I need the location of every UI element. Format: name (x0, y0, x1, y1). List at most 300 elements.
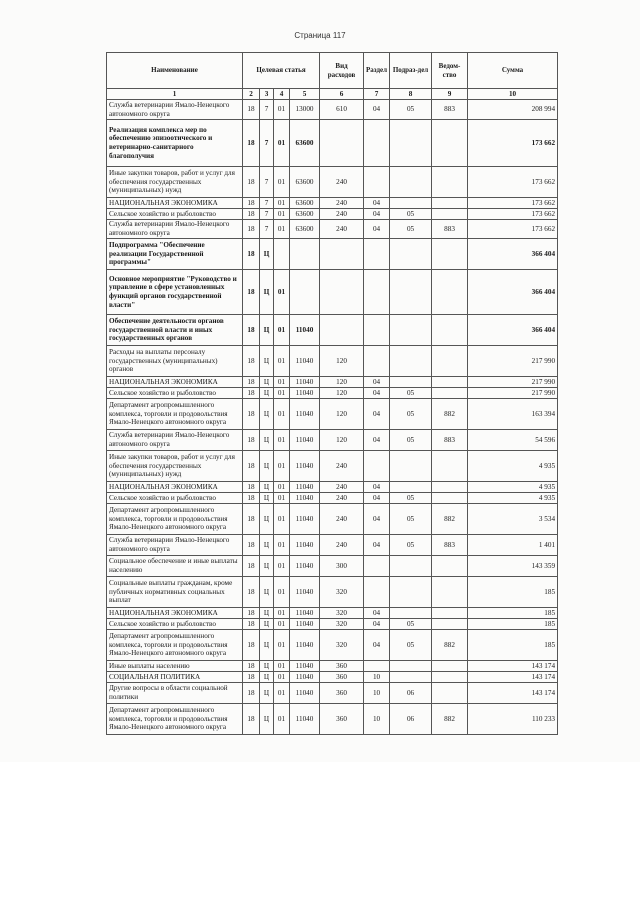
cell-subprogram: Ц (260, 577, 274, 608)
cell-program: 18 (243, 315, 260, 346)
cell-direction: 11040 (290, 630, 320, 661)
cell-section (364, 556, 390, 577)
cell-subsection (390, 608, 432, 619)
cell-program: 18 (243, 430, 260, 451)
cell-direction: 63600 (290, 209, 320, 220)
cell-expense-type: 240 (320, 167, 364, 198)
cell-event: 01 (274, 430, 290, 451)
cell-program: 18 (243, 672, 260, 683)
cell-program: 18 (243, 482, 260, 493)
cell-subsection: 05 (390, 100, 432, 120)
table-row (107, 672, 558, 683)
table-row (107, 556, 558, 577)
cell-expense-type: 360 (320, 672, 364, 683)
cell-direction: 11040 (290, 388, 320, 399)
cell-event: 01 (274, 619, 290, 630)
cell-subprogram: Ц (260, 315, 274, 346)
cell-section (364, 167, 390, 198)
cell-direction: 11040 (290, 608, 320, 619)
cell-department (432, 683, 468, 704)
cell-subprogram: Ц (260, 661, 274, 672)
table-row (107, 315, 558, 346)
cell-subprogram: Ц (260, 430, 274, 451)
table-row (107, 482, 558, 493)
cell-department (432, 315, 468, 346)
cell-direction: 11040 (290, 704, 320, 735)
column-number: 8 (390, 89, 432, 100)
table-row (107, 493, 558, 504)
cell-program: 18 (243, 100, 260, 120)
cell-subprogram: Ц (260, 704, 274, 735)
cell-direction: 63600 (290, 167, 320, 198)
cell-subprogram: Ц (260, 608, 274, 619)
cell-subprogram: Ц (260, 619, 274, 630)
cell-subprogram: 7 (260, 198, 274, 209)
cell-department: 883 (432, 430, 468, 451)
cell-program: 18 (243, 220, 260, 239)
cell-sum: 217 990 (468, 346, 558, 377)
cell-name: СОЦИАЛЬНАЯ ПОЛИТИКА (107, 672, 243, 683)
cell-name: НАЦИОНАЛЬНАЯ ЭКОНОМИКА (107, 482, 243, 493)
cell-subsection (390, 315, 432, 346)
cell-sum: 143 174 (468, 661, 558, 672)
table-row (107, 535, 558, 556)
cell-name: Иные закупки товаров, работ и услуг для обеспечения государственных (муниципальных) нужд (107, 167, 243, 198)
table-row (107, 100, 558, 120)
cell-direction: 11040 (290, 451, 320, 482)
cell-sum: 143 174 (468, 683, 558, 704)
cell-subprogram: Ц (260, 388, 274, 399)
cell-expense-type: 240 (320, 220, 364, 239)
table-row (107, 430, 558, 451)
cell-subprogram: 7 (260, 220, 274, 239)
cell-subsection: 05 (390, 430, 432, 451)
cell-expense-type: 300 (320, 556, 364, 577)
table-row (107, 704, 558, 735)
cell-section (364, 239, 390, 270)
cell-sum: 185 (468, 630, 558, 661)
cell-event: 01 (274, 120, 290, 167)
table-row (107, 198, 558, 209)
cell-program: 18 (243, 198, 260, 209)
cell-section: 04 (364, 619, 390, 630)
cell-name: Департамент агропромышленного комплекса, торговли и продовольствия Ямало-Ненецкого автономного округа (107, 504, 243, 535)
cell-subsection (390, 556, 432, 577)
table-row (107, 504, 558, 535)
cell-sum: 366 404 (468, 270, 558, 315)
cell-event: 01 (274, 556, 290, 577)
cell-sum: 173 662 (468, 120, 558, 167)
cell-event: 01 (274, 377, 290, 388)
cell-direction: 11040 (290, 556, 320, 577)
cell-subprogram: Ц (260, 683, 274, 704)
cell-event: 01 (274, 220, 290, 239)
table-row (107, 683, 558, 704)
cell-section: 04 (364, 377, 390, 388)
cell-direction: 11040 (290, 346, 320, 377)
table-header-row (107, 53, 558, 89)
cell-expense-type: 610 (320, 100, 364, 120)
table-row (107, 388, 558, 399)
cell-event: 01 (274, 493, 290, 504)
header-name: Наименование (107, 53, 243, 89)
cell-subprogram: 7 (260, 120, 274, 167)
header-expense-type: Вид расходов (320, 53, 364, 89)
table-row (107, 209, 558, 220)
cell-name: Сельское хозяйство и рыболовство (107, 493, 243, 504)
cell-expense-type: 320 (320, 619, 364, 630)
table-row (107, 346, 558, 377)
table-body (107, 100, 558, 735)
cell-program: 18 (243, 493, 260, 504)
cell-event: 01 (274, 388, 290, 399)
table-row (107, 220, 558, 239)
cell-department (432, 209, 468, 220)
page-number-label: Страница 117 (294, 31, 346, 40)
column-number: 6 (320, 89, 364, 100)
cell-sum: 173 662 (468, 198, 558, 209)
cell-direction: 11040 (290, 577, 320, 608)
cell-event (274, 239, 290, 270)
cell-department: 882 (432, 704, 468, 735)
cell-direction: 13000 (290, 100, 320, 120)
cell-name: Служба ветеринарии Ямало-Ненецкого автономного округа (107, 535, 243, 556)
cell-section: 04 (364, 209, 390, 220)
cell-sum: 110 233 (468, 704, 558, 735)
cell-expense-type: 320 (320, 608, 364, 619)
cell-department (432, 120, 468, 167)
cell-expense-type: 240 (320, 504, 364, 535)
cell-event: 01 (274, 100, 290, 120)
cell-direction: 11040 (290, 683, 320, 704)
cell-department: 882 (432, 630, 468, 661)
cell-expense-type (320, 120, 364, 167)
cell-event: 01 (274, 672, 290, 683)
cell-program: 18 (243, 535, 260, 556)
cell-subsection: 05 (390, 619, 432, 630)
cell-department (432, 198, 468, 209)
cell-name: Социальное обеспечение и иные выплаты населению (107, 556, 243, 577)
cell-program: 18 (243, 377, 260, 388)
cell-program: 18 (243, 239, 260, 270)
cell-section: 04 (364, 482, 390, 493)
cell-subprogram: Ц (260, 630, 274, 661)
cell-department (432, 167, 468, 198)
cell-section: 04 (364, 220, 390, 239)
cell-subsection (390, 577, 432, 608)
cell-subprogram: Ц (260, 482, 274, 493)
cell-name: Служба ветеринарии Ямало-Ненецкого автономного округа (107, 220, 243, 239)
cell-department: 882 (432, 399, 468, 430)
cell-department (432, 661, 468, 672)
cell-subprogram: Ц (260, 270, 274, 315)
table-row (107, 630, 558, 661)
cell-subprogram: 7 (260, 209, 274, 220)
cell-sum: 185 (468, 608, 558, 619)
cell-event: 01 (274, 683, 290, 704)
cell-expense-type: 360 (320, 661, 364, 672)
cell-sum: 4 935 (468, 451, 558, 482)
cell-subsection (390, 451, 432, 482)
cell-section (364, 315, 390, 346)
cell-program: 18 (243, 209, 260, 220)
page-margin (0, 762, 640, 905)
budget-table (106, 52, 558, 735)
cell-department (432, 451, 468, 482)
cell-event: 01 (274, 482, 290, 493)
cell-event: 01 (274, 704, 290, 735)
cell-name: Реализация комплекса мер по обеспечению эпизоотического и ветеринарно-санитарного благополучия (107, 120, 243, 167)
cell-section: 04 (364, 399, 390, 430)
cell-section (364, 661, 390, 672)
cell-subsection: 05 (390, 220, 432, 239)
column-number: 9 (432, 89, 468, 100)
cell-expense-type (320, 315, 364, 346)
cell-expense-type (320, 239, 364, 270)
cell-sum: 173 662 (468, 167, 558, 198)
cell-sum: 185 (468, 577, 558, 608)
cell-department (432, 556, 468, 577)
cell-event: 01 (274, 608, 290, 619)
cell-expense-type: 320 (320, 577, 364, 608)
cell-program: 18 (243, 346, 260, 377)
cell-subprogram: Ц (260, 399, 274, 430)
cell-expense-type: 240 (320, 209, 364, 220)
cell-name: Сельское хозяйство и рыболовство (107, 209, 243, 220)
cell-department (432, 270, 468, 315)
header-sum: Сумма (468, 53, 558, 89)
cell-department: 883 (432, 220, 468, 239)
cell-department (432, 493, 468, 504)
cell-section: 04 (364, 630, 390, 661)
column-number: 1 (107, 89, 243, 100)
cell-section: 04 (364, 608, 390, 619)
cell-section: 04 (364, 100, 390, 120)
cell-event: 01 (274, 198, 290, 209)
cell-event: 01 (274, 451, 290, 482)
cell-section: 10 (364, 683, 390, 704)
cell-subsection (390, 482, 432, 493)
cell-name: Департамент агропромышленного комплекса, торговли и продовольствия Ямало-Ненецкого автономного округа (107, 399, 243, 430)
cell-program: 18 (243, 630, 260, 661)
cell-direction: 11040 (290, 661, 320, 672)
cell-direction: 11040 (290, 619, 320, 630)
cell-event: 01 (274, 577, 290, 608)
cell-direction: 11040 (290, 535, 320, 556)
table-row (107, 577, 558, 608)
cell-subsection: 06 (390, 683, 432, 704)
cell-department: 883 (432, 100, 468, 120)
cell-sum: 143 174 (468, 672, 558, 683)
cell-subprogram: 7 (260, 100, 274, 120)
cell-expense-type: 360 (320, 683, 364, 704)
cell-name: НАЦИОНАЛЬНАЯ ЭКОНОМИКА (107, 377, 243, 388)
table-row (107, 239, 558, 270)
cell-program: 18 (243, 661, 260, 672)
cell-name: Сельское хозяйство и рыболовство (107, 388, 243, 399)
column-number: 7 (364, 89, 390, 100)
cell-subprogram: 7 (260, 167, 274, 198)
cell-sum: 4 935 (468, 493, 558, 504)
cell-section: 10 (364, 672, 390, 683)
cell-department (432, 672, 468, 683)
cell-event: 01 (274, 167, 290, 198)
cell-section: 04 (364, 535, 390, 556)
cell-subprogram: Ц (260, 535, 274, 556)
cell-section (364, 577, 390, 608)
cell-subsection (390, 270, 432, 315)
cell-subprogram: Ц (260, 504, 274, 535)
cell-subprogram: Ц (260, 239, 274, 270)
cell-section (364, 451, 390, 482)
column-number: 3 (260, 89, 274, 100)
cell-program: 18 (243, 399, 260, 430)
cell-name: Сельское хозяйство и рыболовство (107, 619, 243, 630)
cell-program: 18 (243, 577, 260, 608)
cell-sum: 4 935 (468, 482, 558, 493)
cell-department (432, 577, 468, 608)
cell-sum: 208 994 (468, 100, 558, 120)
table-row (107, 270, 558, 315)
cell-sum: 185 (468, 619, 558, 630)
header-subsection: Подраз-дел (390, 53, 432, 89)
cell-expense-type: 320 (320, 630, 364, 661)
cell-expense-type: 120 (320, 346, 364, 377)
cell-direction: 11040 (290, 504, 320, 535)
cell-section: 04 (364, 198, 390, 209)
cell-direction: 63600 (290, 220, 320, 239)
column-number-row (107, 89, 558, 100)
cell-event: 01 (274, 630, 290, 661)
cell-subprogram: Ц (260, 493, 274, 504)
table-row (107, 608, 558, 619)
cell-section: 10 (364, 704, 390, 735)
cell-name: НАЦИОНАЛЬНАЯ ЭКОНОМИКА (107, 198, 243, 209)
cell-subsection: 05 (390, 388, 432, 399)
cell-expense-type: 120 (320, 388, 364, 399)
cell-name: Основное мероприятие "Руководство и управление в сфере установленных функций органов государственной власти" (107, 270, 243, 315)
cell-program: 18 (243, 451, 260, 482)
cell-subprogram: Ц (260, 556, 274, 577)
cell-subprogram: Ц (260, 451, 274, 482)
cell-name: Служба ветеринарии Ямало-Ненецкого автономного округа (107, 100, 243, 120)
cell-name: Расходы на выплаты персоналу государственных (муниципальных) органов (107, 346, 243, 377)
cell-subsection (390, 167, 432, 198)
cell-event: 01 (274, 315, 290, 346)
cell-name: Департамент агропромышленного комплекса, торговли и продовольствия Ямало-Ненецкого автономного округа (107, 630, 243, 661)
cell-subprogram: Ц (260, 346, 274, 377)
column-number: 10 (468, 89, 558, 100)
header-department: Ведом-ство (432, 53, 468, 89)
cell-name: Обеспечение деятельности органов государственной власти и иных государственных органов (107, 315, 243, 346)
cell-expense-type: 240 (320, 451, 364, 482)
cell-direction: 11040 (290, 482, 320, 493)
cell-subsection (390, 239, 432, 270)
cell-section (364, 270, 390, 315)
cell-program: 18 (243, 619, 260, 630)
cell-name: Подпрограмма "Обеспечение реализации Государственной программы" (107, 239, 243, 270)
cell-sum: 3 534 (468, 504, 558, 535)
cell-direction (290, 239, 320, 270)
cell-sum: 217 990 (468, 377, 558, 388)
cell-expense-type: 240 (320, 493, 364, 504)
cell-sum: 173 662 (468, 209, 558, 220)
cell-department (432, 482, 468, 493)
cell-subsection: 05 (390, 630, 432, 661)
cell-subsection: 05 (390, 399, 432, 430)
cell-expense-type: 360 (320, 704, 364, 735)
cell-department (432, 608, 468, 619)
cell-program: 18 (243, 704, 260, 735)
cell-name: Служба ветеринарии Ямало-Ненецкого автономного округа (107, 430, 243, 451)
cell-sum: 1 401 (468, 535, 558, 556)
cell-subsection (390, 661, 432, 672)
cell-direction: 11040 (290, 672, 320, 683)
cell-expense-type: 240 (320, 198, 364, 209)
table-row (107, 399, 558, 430)
cell-expense-type: 120 (320, 377, 364, 388)
cell-event: 01 (274, 661, 290, 672)
cell-subprogram: Ц (260, 377, 274, 388)
table-row (107, 167, 558, 198)
cell-program: 18 (243, 683, 260, 704)
cell-program: 18 (243, 120, 260, 167)
cell-expense-type: 120 (320, 399, 364, 430)
cell-subsection: 05 (390, 504, 432, 535)
cell-direction (290, 270, 320, 315)
cell-section: 04 (364, 493, 390, 504)
cell-direction: 63600 (290, 120, 320, 167)
header-target: Целевая статья (243, 53, 320, 89)
cell-expense-type: 240 (320, 482, 364, 493)
cell-event: 01 (274, 399, 290, 430)
cell-program: 18 (243, 388, 260, 399)
cell-expense-type: 240 (320, 535, 364, 556)
cell-program: 18 (243, 608, 260, 619)
cell-program: 18 (243, 270, 260, 315)
cell-department (432, 619, 468, 630)
cell-department (432, 346, 468, 377)
cell-subsection (390, 672, 432, 683)
cell-sum: 366 404 (468, 315, 558, 346)
cell-direction: 11040 (290, 377, 320, 388)
cell-direction: 11040 (290, 399, 320, 430)
cell-subsection (390, 377, 432, 388)
cell-section: 04 (364, 504, 390, 535)
table-row (107, 377, 558, 388)
cell-subsection: 05 (390, 493, 432, 504)
cell-name: Департамент агропромышленного комплекса, торговли и продовольствия Ямало-Ненецкого автономного округа (107, 704, 243, 735)
cell-department: 882 (432, 504, 468, 535)
cell-sum: 173 662 (468, 220, 558, 239)
cell-subsection: 05 (390, 209, 432, 220)
cell-subsection: 06 (390, 704, 432, 735)
cell-subsection: 05 (390, 535, 432, 556)
cell-section: 04 (364, 388, 390, 399)
cell-sum: 217 990 (468, 388, 558, 399)
cell-direction: 11040 (290, 493, 320, 504)
table-row (107, 120, 558, 167)
cell-program: 18 (243, 556, 260, 577)
column-number: 2 (243, 89, 260, 100)
table-row (107, 451, 558, 482)
cell-department (432, 239, 468, 270)
cell-subsection (390, 198, 432, 209)
cell-department (432, 388, 468, 399)
cell-name: Иные закупки товаров, работ и услуг для обеспечения государственных (муниципальных) нужд (107, 451, 243, 482)
cell-event: 01 (274, 535, 290, 556)
cell-event: 01 (274, 346, 290, 377)
